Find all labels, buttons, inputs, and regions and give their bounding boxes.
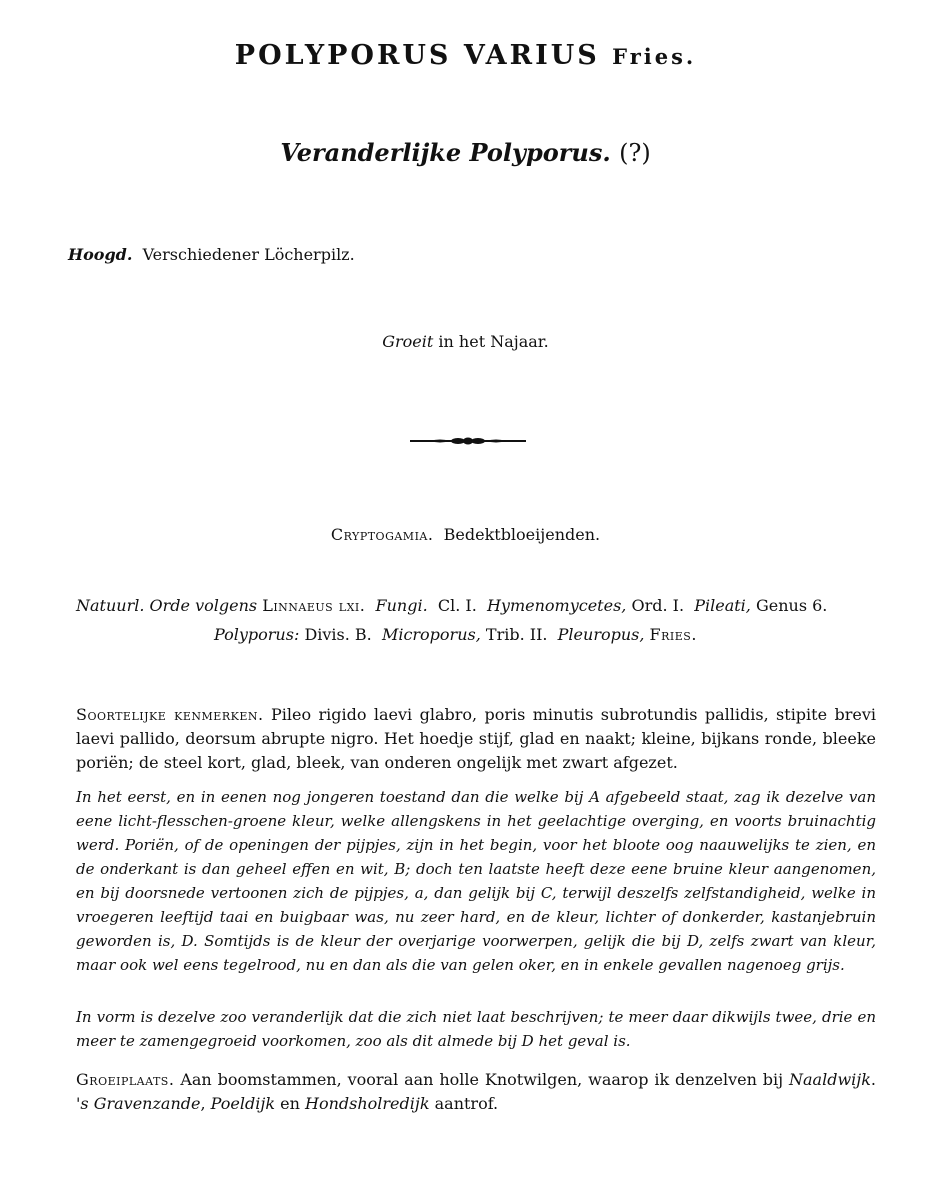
orde-class: Cl. I. — [437, 596, 477, 615]
orde-fries: Fries. — [649, 625, 697, 644]
place-hondsholredijk: Hondsholredijk — [304, 1094, 430, 1113]
dutch-name-query: (?) — [619, 139, 651, 167]
vernacular-lang: Hoogd. — [68, 245, 133, 264]
habitat-sep-1: . — [870, 1070, 877, 1089]
orde-fungi: Fungi. — [375, 596, 428, 615]
group-dutch: Bedektbloeijenden. — [443, 525, 601, 544]
ornament-divider — [410, 436, 526, 446]
orde-label: Natuurl. Orde volgens — [76, 596, 258, 615]
orde-pileati: Pileati, — [694, 596, 751, 615]
season-text: in het Najaar. — [438, 332, 549, 351]
species-characteristics — [76, 703, 876, 775]
place-gravenzande: 's Gravenzande — [76, 1094, 201, 1113]
orde-polyporus: Polyporus: — [214, 625, 300, 644]
characteristics-text: Pileo rigido laevi glabro, poris minutis subrotundis pallidis, stipite brevi laevi pallido, deorsum abrupte nigro. Het hoedje stijf, glad en naakt; kleine, bijkans ronde, bleeke poriën; de steel kort, glad, bleek, van onderen ongelijk met zwart afgezet. — [76, 705, 876, 772]
orde-tribus: Trib. II. — [485, 625, 548, 644]
vernacular-text: Verschiedener Löcherpilz. — [142, 245, 355, 264]
orde-microporus: Microporus, — [381, 625, 481, 644]
species-name: POLYPORUS VARIUS — [234, 40, 600, 71]
classification-group — [0, 525, 931, 544]
place-naaldwijk: Naaldwijk — [789, 1070, 871, 1089]
dutch-name-text: Veranderlijke Polyporus. — [280, 138, 611, 167]
orde-order: Ord. I. — [631, 596, 685, 615]
vernacular-name — [68, 245, 355, 264]
orde-hymenomycetes: Hymenomycetes, — [486, 596, 627, 615]
dutch-name — [0, 138, 931, 167]
season-line — [0, 332, 931, 351]
habitat-label: Groeiplaats. — [76, 1070, 175, 1089]
season-label: Groeit — [382, 332, 434, 351]
characteristics-label: Soortelijke kenmerken. — [76, 705, 264, 724]
species-author: Fries. — [612, 44, 697, 69]
orde-genus: Genus 6. — [755, 596, 828, 615]
orde-linnaeus: Linnaeus lxi. — [262, 596, 366, 615]
habitat-sep-2: , — [200, 1094, 206, 1113]
habitat-paragraph — [76, 1068, 876, 1116]
habitat-end: aantrof. — [434, 1094, 499, 1113]
description-paragraph-2: In vorm is dezelve zoo veranderlijk dat die zich niet laat beschrijven; te meer daar dikwijls twee, drie en meer te zamengegroeid voorkomen, zoo als dit almede bij D het geval is. — [76, 1008, 876, 1050]
classification-line-2 — [214, 625, 697, 644]
group-label: Cryptogamia. — [330, 525, 434, 544]
description-paragraph-1: In het eerst, en in eenen nog jongeren toestand dan die welke bij A afgebeeld staat, zag ik dezelve van eene licht-flesschen-groene kleur, welke allengskens in het geelachtige overging, en voorts bruinachtig werd. Poriën, of de openingen der pijpjes, zijn in het begin, voor het bloote oog naauwelijks te zien, en de onderkant is dan geheel effen en wit, B; doch ten laatste heeft deze eene bruine kleur aangenomen, en bij doorsnede vertoonen zich de pijpjes, a, dan gelijk bij C, terwijl deszelfs zelfstandigheid, welke in vroegeren leeftijd taai en buigbaar was, nu zeer hard, en de kleur, lichter of donkerder, kastanjebruin geworden is, D. Somtijds is de kleur der overjarige voorwerpen, gelijk die bij D, zelfs zwart van kleur, maar ook wel eens tegelrood, nu en dan als die van gelen oker, en in enkele gevallen nagenoeg grijs. — [76, 788, 876, 974]
orde-pleuropus: Pleuropus, — [557, 625, 645, 644]
page-title — [0, 40, 931, 71]
habitat-text: Aan boomstammen, vooral aan holle Knotwilgen, waarop ik denzelven bij — [180, 1070, 784, 1089]
habitat-sep-3: en — [280, 1094, 300, 1113]
orde-divis: Divis. B. — [304, 625, 372, 644]
place-poeldijk: Poeldijk — [210, 1094, 276, 1113]
classification-line-1 — [76, 596, 827, 615]
